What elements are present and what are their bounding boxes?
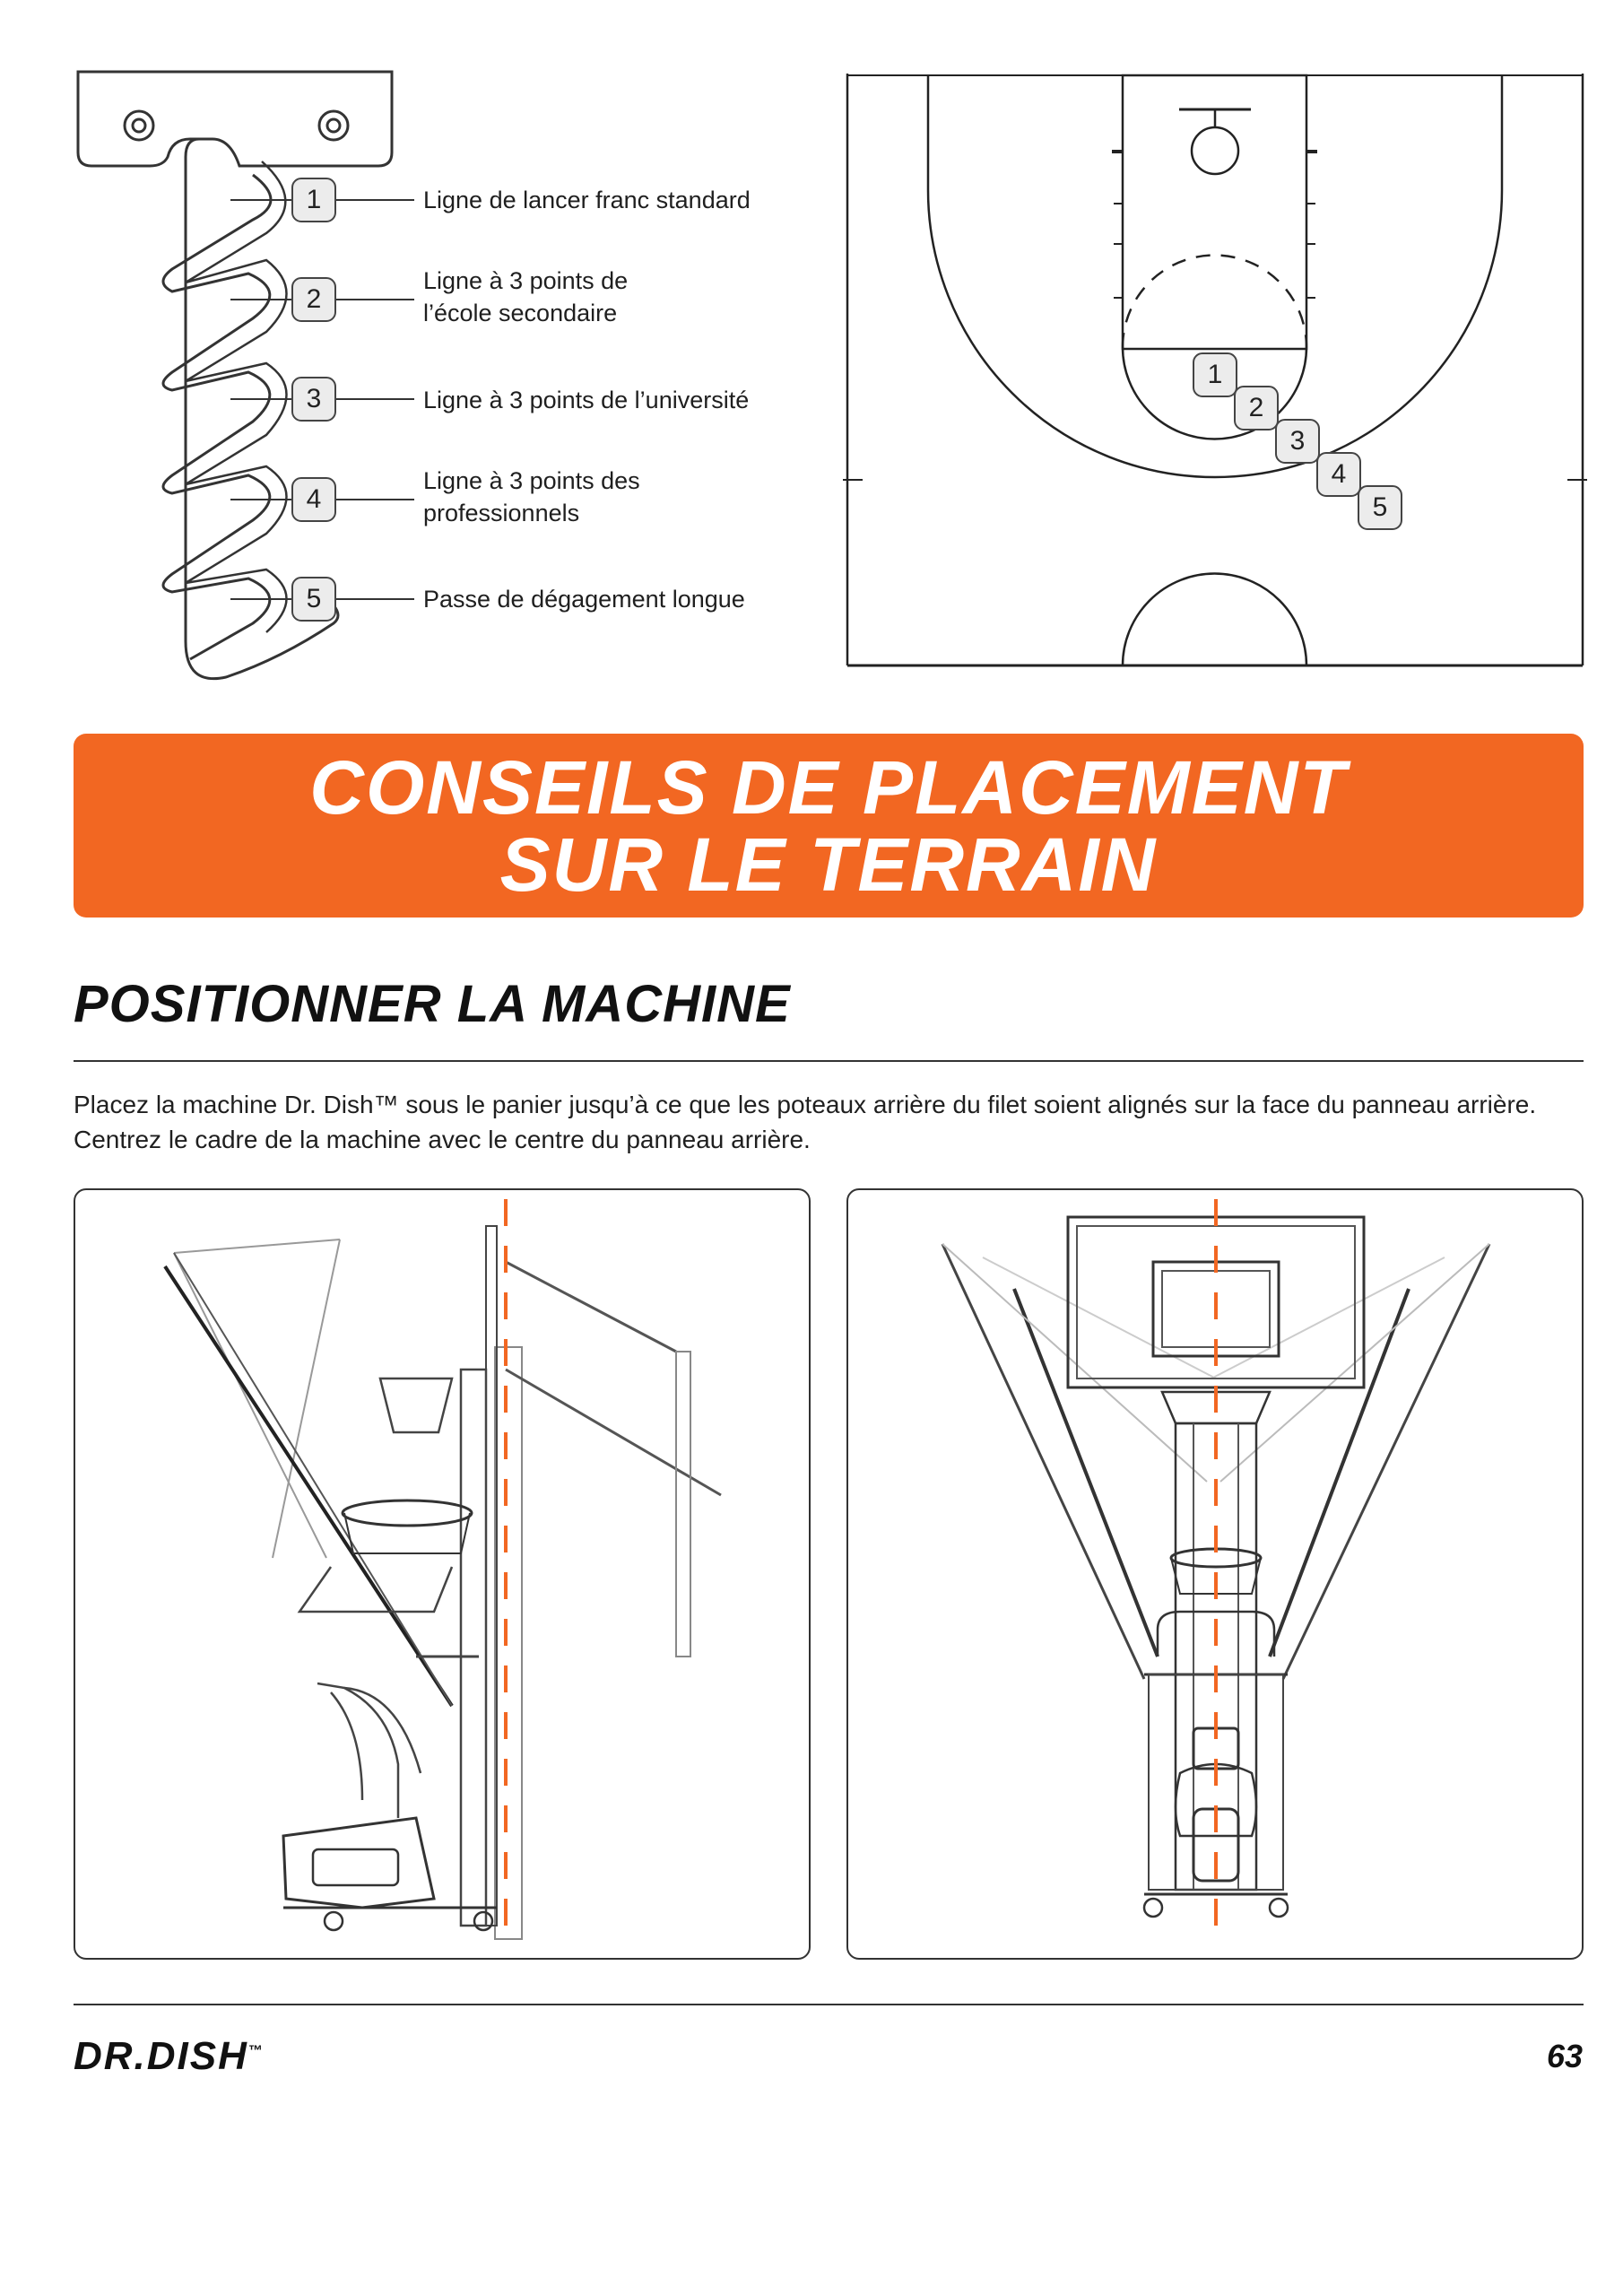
- section-divider: [74, 1060, 1584, 1062]
- court-marker-3: 3: [1275, 419, 1320, 464]
- machine-front-view-illustration: [848, 1190, 1582, 1958]
- section-banner: [74, 734, 1584, 918]
- plate-number-4: 4: [291, 477, 336, 522]
- plate-number-1: 1: [291, 178, 336, 222]
- court-marker-5: 5: [1358, 485, 1402, 530]
- section-title: POSITIONNER LA MACHINE: [74, 975, 791, 1033]
- legend-label-2: Ligne à 3 points de l’école secondaire: [423, 267, 629, 326]
- court-marker-1: 1: [1193, 352, 1237, 397]
- footer-divider: [74, 2004, 1584, 2005]
- front-view-panel: [846, 1188, 1584, 1960]
- legend-label-1: Ligne de lancer franc standard: [423, 187, 751, 213]
- mount-hole-left: [125, 111, 153, 140]
- legend-label-4: Ligne à 3 points des professionnels: [423, 467, 640, 526]
- dr-dish-logo: DR.DISH™: [74, 2034, 265, 2078]
- page-number: 63: [1546, 2038, 1583, 2074]
- side-view-panel: [74, 1188, 811, 1960]
- legend-label-3: Ligne à 3 points de l’université: [423, 387, 750, 413]
- plate-number-2: 2: [291, 277, 336, 322]
- machine-side-view-illustration: [75, 1190, 809, 1958]
- setting-plate-diagram: [74, 67, 414, 695]
- court-marker-4: 4: [1316, 452, 1361, 497]
- legend-label-5: Passe de dégagement longue: [423, 586, 745, 613]
- plate-number-3: 3: [291, 377, 336, 422]
- banner-line-1: CONSEILS DE PLACEMENT: [309, 744, 1348, 830]
- setting-slot: [163, 175, 271, 659]
- court-marker-2: 2: [1234, 386, 1279, 430]
- section-body-text: Placez la machine Dr. Dish™ sous le panier jusqu’à ce que les poteaux arrière du filet soient alignés sur la face du panneau arrière. Centrez le cadre de la machine avec le centre du panneau arrière.: [74, 1091, 1537, 1153]
- plate-number-5: 5: [291, 577, 336, 622]
- mount-hole-right: [319, 111, 348, 140]
- banner-line-2: SUR LE TERRAIN: [499, 822, 1158, 907]
